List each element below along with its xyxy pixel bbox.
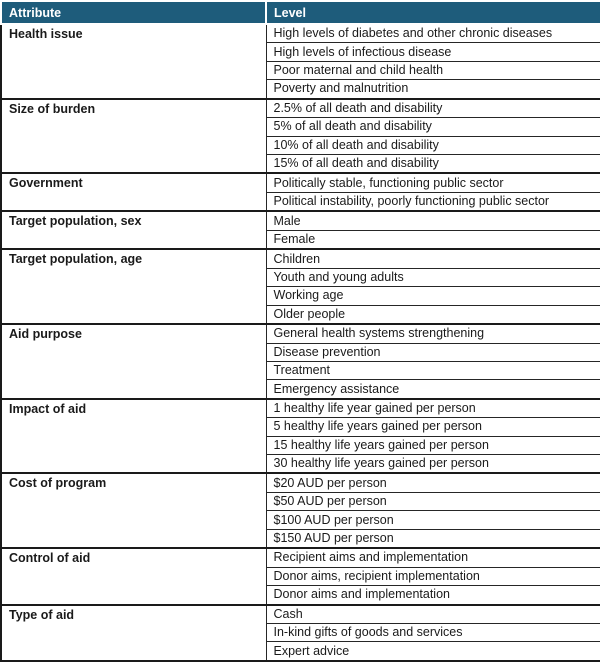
column-header-attribute: Attribute — [1, 1, 266, 24]
table-row — [1, 324, 600, 343]
level-cell: Children — [266, 249, 600, 268]
level-cell: 1 healthy life year gained per person — [266, 399, 600, 418]
level-cell: High levels of infectious disease — [266, 43, 600, 61]
level-cell: $100 AUD per person — [266, 511, 600, 529]
level-cell: 30 healthy life years gained per person — [266, 455, 600, 474]
table-row — [1, 249, 600, 268]
level-cell: Donor aims, recipient implementation — [266, 567, 600, 585]
level-cell: 2.5% of all death and disability — [266, 99, 600, 118]
level-cell: Expert advice — [266, 642, 600, 661]
attribute-cell: Cost of program — [1, 473, 266, 548]
attribute-cell: Health issue — [1, 24, 266, 99]
level-cell: 5% of all death and disability — [266, 118, 600, 136]
level-cell: High levels of diabetes and other chronic diseases — [266, 24, 600, 43]
level-cell: 10% of all death and disability — [266, 136, 600, 154]
level-cell: 15% of all death and disability — [266, 154, 600, 173]
attribute-cell: Type of aid — [1, 605, 266, 661]
level-cell: Political instability, poorly functioning public sector — [266, 192, 600, 211]
level-cell: $20 AUD per person — [266, 473, 600, 492]
level-cell: $150 AUD per person — [266, 529, 600, 548]
attribute-cell: Impact of aid — [1, 399, 266, 474]
table-row — [1, 24, 600, 43]
table-row — [1, 173, 600, 192]
attribute-cell: Government — [1, 173, 266, 211]
table-header-row — [1, 1, 600, 24]
level-cell: 5 healthy life years gained per person — [266, 418, 600, 436]
level-cell: Poor maternal and child health — [266, 61, 600, 79]
level-cell: Poverty and malnutrition — [266, 80, 600, 99]
level-cell: Youth and young adults — [266, 268, 600, 286]
level-cell: Working age — [266, 287, 600, 305]
attribute-cell: Size of burden — [1, 99, 266, 174]
level-cell: Treatment — [266, 361, 600, 379]
table-row — [1, 399, 600, 418]
level-cell: Male — [266, 211, 600, 230]
level-cell: Recipient aims and implementation — [266, 548, 600, 567]
table-body — [1, 24, 600, 661]
level-cell: Cash — [266, 605, 600, 624]
table-row — [1, 211, 600, 230]
attribute-cell: Control of aid — [1, 548, 266, 604]
attribute-cell: Target population, age — [1, 249, 266, 324]
level-cell: Emergency assistance — [266, 380, 600, 399]
level-cell: Disease prevention — [266, 343, 600, 361]
level-cell: $50 AUD per person — [266, 492, 600, 510]
level-cell: Female — [266, 230, 600, 249]
level-cell: General health systems strengthening — [266, 324, 600, 343]
table-row — [1, 548, 600, 567]
table-row — [1, 473, 600, 492]
level-cell: Donor aims and implementation — [266, 586, 600, 605]
level-cell: In-kind gifts of goods and services — [266, 623, 600, 641]
attribute-cell: Aid purpose — [1, 324, 266, 399]
level-cell: Older people — [266, 305, 600, 324]
table-row — [1, 99, 600, 118]
attribute-cell: Target population, sex — [1, 211, 266, 249]
level-cell: Politically stable, functioning public sector — [266, 173, 600, 192]
level-cell: 15 healthy life years gained per person — [266, 436, 600, 454]
column-header-level: Level — [266, 1, 600, 24]
table-row — [1, 605, 600, 624]
